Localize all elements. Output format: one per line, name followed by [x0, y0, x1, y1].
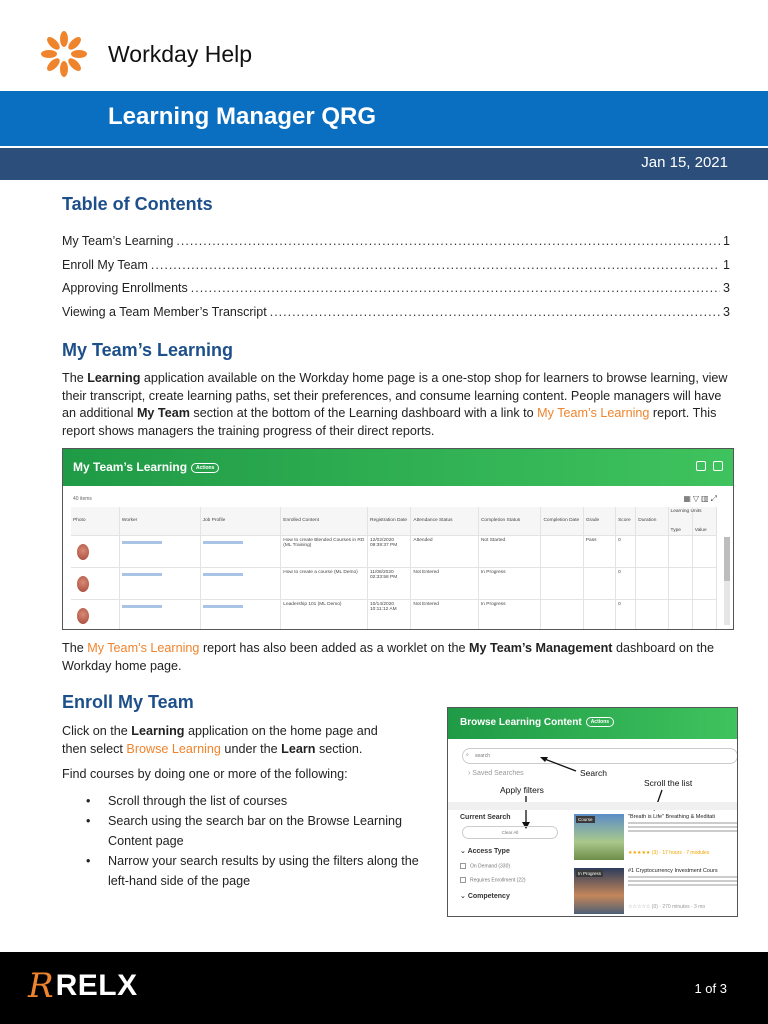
attendance-status: Not Entered [411, 599, 479, 630]
item-count: 40 items [73, 496, 92, 502]
toc-leader [151, 258, 720, 272]
job-profile-redacted[interactable] [203, 605, 243, 608]
worker-name-redacted[interactable] [122, 573, 162, 576]
column-header[interactable]: Enrolled Content [281, 507, 368, 535]
toc-entry-page: 1 [723, 234, 730, 248]
registration-date: 10/14/2020 10:11:12 AM [368, 599, 411, 630]
column-header[interactable]: Registration Date [368, 507, 411, 535]
table-of-contents [62, 234, 730, 328]
workday-help-logo [38, 26, 252, 82]
toc-heading: Table of Contents [62, 194, 213, 214]
filter-panel [460, 810, 568, 900]
toc-entry[interactable] [62, 258, 730, 282]
course-rating: ☆☆☆☆☆ (0) · 270 minutes · 3 mo [628, 904, 706, 910]
bullet-icon: • [86, 794, 91, 808]
report-header [63, 449, 733, 486]
title-band [0, 91, 768, 146]
column-header[interactable]: Score [616, 507, 636, 535]
toc-entry[interactable] [62, 305, 730, 329]
learning-table [71, 507, 717, 630]
course-title[interactable]: #1 Cryptocurrency Investment Cours [628, 868, 718, 874]
avatar [77, 608, 89, 624]
completion-status: In Progress [478, 567, 541, 599]
attendance-status: Not Entered [411, 567, 479, 599]
browse-title: Browse Learning Content Actions [460, 717, 614, 728]
saved-searches[interactable]: › Saved Searches [468, 770, 524, 777]
toc-entry-page: 3 [723, 281, 730, 295]
filters-annotation: Apply filters [500, 785, 544, 795]
learning-units-header: Learning Units [670, 509, 702, 514]
enrolled-content-link[interactable]: How to create Blended Courses in RD (ML Training) [281, 535, 368, 567]
bullet-icon: • [86, 854, 91, 868]
worker-name-redacted[interactable] [122, 541, 162, 544]
section-heading-enroll-my-team: Enroll My Team [62, 692, 194, 712]
section2-paragraph: Click on the Learning application on the home page and then select Browse Learning under the Learn section. [62, 724, 378, 756]
column-header[interactable]: Completion Status [478, 507, 541, 535]
column-header[interactable]: Value [692, 507, 716, 535]
table-row[interactable] [71, 599, 717, 630]
relx-mark-icon: R [28, 966, 54, 1006]
export-icon[interactable] [696, 461, 706, 471]
document-title: Learning Manager QRG [108, 103, 377, 130]
completion-status: In Progress [478, 599, 541, 630]
grade [583, 599, 615, 630]
toc-entry[interactable] [62, 234, 730, 258]
course-thumbnail [574, 868, 624, 914]
report-title: My Team’s Learning Actions [73, 460, 219, 474]
chart-icon[interactable]: ▥ [701, 494, 711, 503]
job-profile-redacted[interactable] [203, 573, 243, 576]
actions-button[interactable]: Actions [191, 463, 219, 473]
course-description [628, 822, 738, 832]
enrolled-content-link[interactable]: How to create a course (ML Demo) [281, 567, 368, 599]
my-teams-learning-link[interactable]: My Team’s Learning [87, 641, 200, 655]
enrolled-content-link[interactable]: Leadership 101 (ML Demo) [281, 599, 368, 630]
worker-name-redacted[interactable] [122, 605, 162, 608]
browse-learning-screenshot [447, 707, 738, 917]
date-band [0, 148, 768, 180]
toc-leader [191, 281, 720, 295]
toc-leader [270, 305, 720, 319]
list-item: • Scroll through the list of courses [86, 791, 426, 811]
column-header[interactable]: Attendance Status [411, 507, 479, 535]
registration-date: 11/08/2020 02:33:58 PM [368, 567, 411, 599]
scroll-annotation: Scroll the list [644, 778, 693, 788]
section-heading-my-teams-learning: My Team’s Learning [62, 340, 234, 360]
my-teams-learning-link[interactable]: My Team’s Learning [537, 406, 650, 421]
registration-date: 12/02/2020 09:39:37 PM [368, 535, 411, 567]
list-item: • Narrow your search results by using the filters along the left-hand side of the page [86, 851, 426, 891]
document-date: Jan 15, 2021 [641, 154, 728, 171]
table-header-row [71, 507, 717, 535]
scrollbar-thumb[interactable] [724, 537, 730, 581]
table-row[interactable] [71, 567, 717, 599]
job-profile-redacted[interactable] [203, 541, 243, 544]
access-type-filter[interactable]: ⌄ Access Type [460, 848, 510, 855]
score: 0 [616, 535, 636, 567]
search-icon: ⌕ [466, 752, 469, 758]
brand-name: Workday Help [108, 40, 253, 67]
actions-button[interactable]: Actions [586, 717, 614, 727]
chevron-down-icon: ⌄ [460, 892, 466, 900]
avatar [77, 544, 89, 560]
my-teams-learning-screenshot [62, 448, 734, 630]
grade: Pass [583, 535, 615, 567]
instruction-list [86, 791, 426, 891]
toc-entry-title[interactable]: Viewing a Team Member’s Transcript [62, 304, 267, 319]
column-header[interactable]: Worker [119, 507, 200, 535]
course-thumbnail [574, 814, 624, 860]
column-header[interactable]: Completion Date [541, 507, 583, 535]
section2-instructions: Find courses by doing one or more of the following: [62, 767, 348, 781]
competency-filter[interactable]: ⌄ Competency [460, 892, 510, 900]
chevron-down-icon: ⌄ [460, 848, 466, 855]
course-title[interactable]: "Breath is Life" Breathing & Meditati [628, 814, 716, 820]
bullet-icon: • [86, 814, 91, 828]
list-item: • Search using the search bar on the Browse Learning Content page [86, 811, 426, 851]
expand-icon[interactable]: ⤢ [710, 494, 719, 503]
filter-icon[interactable]: ▽ [692, 494, 702, 503]
toc-entry-title[interactable]: My Team’s Learning [62, 234, 174, 248]
current-search-label: Current Search [460, 814, 511, 821]
requires-enrollment-checkbox[interactable]: Requires Enrollment (22) [460, 877, 568, 883]
completion-status: Not Started [478, 535, 541, 567]
on-demand-checkbox[interactable]: On Demand (330) [460, 863, 568, 869]
page-footer [0, 952, 768, 1024]
section1-paragraph-2: The My Team’s Learning report has also been added as a worklet on the My Team’s Management dashboard on the Workday home page. [62, 641, 714, 673]
score: 0 [616, 599, 636, 630]
toc-entry-page: 3 [723, 304, 730, 319]
toc-entry[interactable] [62, 281, 730, 305]
search-input[interactable]: ⌕ search [462, 748, 738, 764]
section1-paragraph: The Learning application available on the Workday home page is a one-stop shop for learners to browse learning, view their transcript, create learning paths, set their preferences, and consume learning content. People managers will have an additional My Team section at the bottom of the Learning dashboard with a link to My Team’s Learning report. This report shows managers the training progress of their direct reports. [62, 371, 728, 438]
workday-sunburst-icon [38, 28, 90, 80]
avatar [77, 576, 89, 592]
toc-entry-title[interactable]: Approving Enrollments [62, 281, 188, 295]
course-rating: ★★★★★ (3) · 17 hours · 7 modules [628, 850, 710, 856]
column-header[interactable]: Job Profile [200, 507, 281, 535]
in-progress-badge: In Progress [578, 871, 602, 876]
column-header[interactable]: Grade [583, 507, 615, 535]
attendance-status: Attended [411, 535, 479, 567]
relx-logo [28, 966, 138, 1006]
search-annotation: Search [580, 768, 607, 778]
course-badge: Course [578, 817, 593, 822]
table-scrollbar[interactable] [724, 537, 730, 625]
export-grid-icon[interactable]: ▦ [683, 494, 693, 503]
grade [583, 567, 615, 599]
column-header[interactable]: Photo [71, 507, 119, 535]
course-card[interactable] [574, 814, 734, 864]
column-header[interactable]: Learning Units Type [668, 507, 692, 535]
score: 0 [616, 567, 636, 599]
course-description [628, 876, 738, 886]
page-number: 1 of 3 [694, 981, 727, 996]
print-icon[interactable] [713, 461, 723, 471]
divider [448, 802, 738, 810]
table-row[interactable] [71, 535, 717, 567]
clear-all-button[interactable]: Clear All [462, 826, 558, 839]
column-header[interactable]: Duration [636, 507, 668, 535]
course-card[interactable] [574, 868, 734, 917]
toc-entry-page: 1 [723, 257, 730, 272]
chevron-right-icon: › [468, 770, 471, 777]
toc-leader [176, 234, 720, 248]
relx-wordmark: RELX [55, 969, 138, 1002]
toc-entry-title[interactable]: Enroll My Team [62, 257, 148, 272]
browse-learning-link[interactable]: Browse Learning [126, 741, 221, 756]
grid-toolbar [683, 494, 719, 504]
